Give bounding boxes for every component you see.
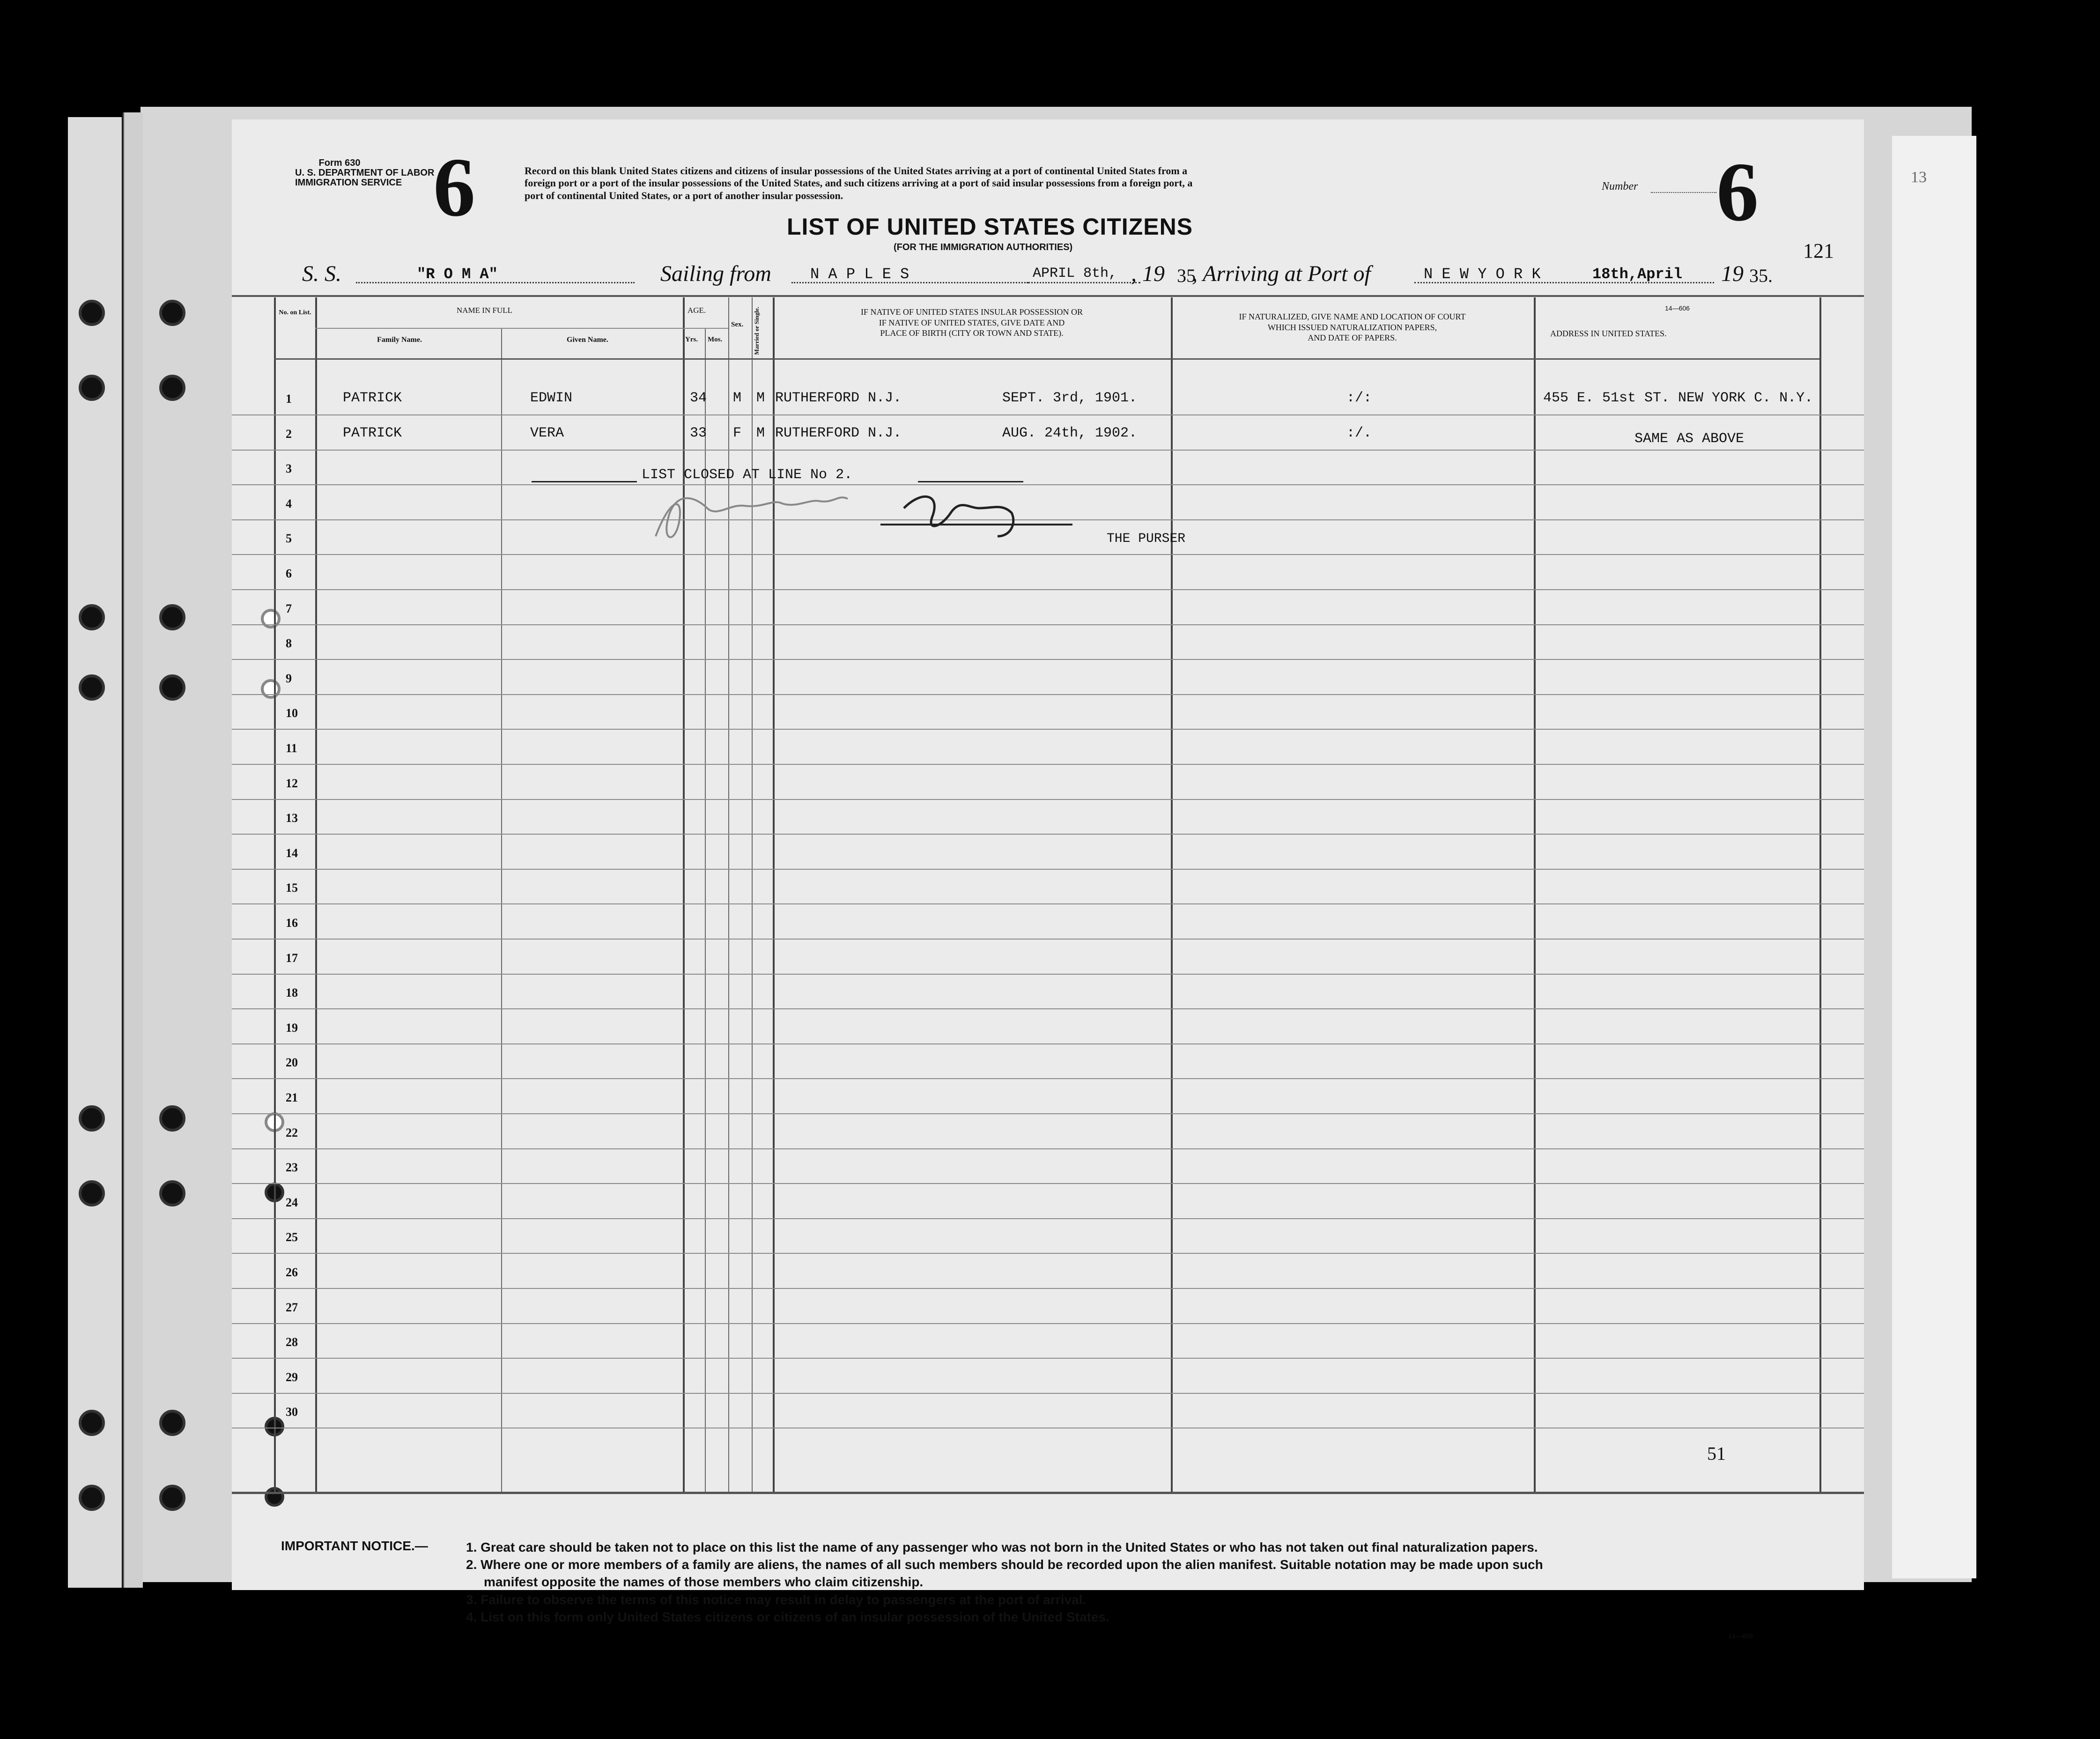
binder-hole bbox=[79, 375, 105, 401]
row-rule bbox=[232, 1393, 1864, 1394]
ship-name: "R O M A" bbox=[417, 266, 498, 283]
line-number: 7 bbox=[286, 602, 292, 615]
form-big-number-left: 6 bbox=[433, 141, 475, 234]
notice-heading: IMPORTANT NOTICE.— bbox=[281, 1539, 428, 1553]
header-nat-line: IF NATURALIZED, GIVE NAME AND LOCATION OF COURT bbox=[1239, 312, 1466, 321]
birth-place: RUTHERFORD N.J. bbox=[775, 390, 902, 406]
print-code-top: 14—606 bbox=[1665, 304, 1690, 312]
port-to: N E W Y O R K bbox=[1424, 266, 1541, 283]
line-number: 30 bbox=[286, 1405, 298, 1419]
age-years: 33 bbox=[690, 425, 707, 441]
row-rule bbox=[232, 450, 1864, 451]
header-birth-line: IF NATIVE OF UNITED STATES INSULAR POSSESSION OR bbox=[860, 307, 1083, 317]
print-code-bottom: 14—606 bbox=[1728, 1632, 1753, 1640]
purser-signature bbox=[642, 480, 1087, 550]
line-number: 9 bbox=[286, 672, 292, 685]
line-number: 18 bbox=[286, 986, 298, 999]
line-number: 20 bbox=[286, 1056, 298, 1069]
number-label: Number bbox=[1602, 180, 1638, 192]
list-closed: LIST CLOSED AT LINE No 2. bbox=[642, 467, 853, 483]
header-nat-line: WHICH ISSUED NATURALIZATION PAPERS, bbox=[1267, 322, 1437, 332]
row-rule bbox=[232, 624, 1864, 625]
line-number: 29 bbox=[286, 1370, 298, 1384]
header-name-in-full: NAME IN FULL bbox=[457, 306, 512, 315]
line-number: 2 bbox=[286, 427, 292, 441]
header-divider bbox=[683, 328, 728, 329]
row-rule bbox=[232, 589, 1864, 590]
row-rule bbox=[232, 1113, 1864, 1114]
notice-items bbox=[466, 1539, 1543, 1626]
line-number: 25 bbox=[286, 1230, 298, 1244]
line-number: 1 bbox=[286, 392, 292, 406]
line-number: 11 bbox=[286, 741, 297, 755]
table-bottom-border bbox=[232, 1492, 1864, 1494]
col-line bbox=[501, 328, 502, 1492]
birth-date: AUG. 24th, 1902. bbox=[1002, 425, 1138, 441]
header-divider bbox=[315, 328, 683, 329]
row-rule bbox=[232, 939, 1864, 940]
punch-hole bbox=[261, 609, 281, 629]
instruction-line: port of continental United States, or a port of another insular possession. bbox=[525, 189, 843, 201]
line-number: 27 bbox=[286, 1301, 298, 1314]
header-bottom-border bbox=[274, 358, 1819, 360]
department: U. S. DEPARTMENT OF LABOR bbox=[295, 168, 435, 178]
arrival-date: 18th,April bbox=[1592, 266, 1683, 283]
number-line bbox=[1651, 192, 1716, 194]
col-line bbox=[1534, 297, 1536, 1492]
sex: F bbox=[733, 425, 742, 441]
header-nat-line: AND DATE OF PAPERS. bbox=[1308, 333, 1397, 342]
birth-date: SEPT. 3rd, 1901. bbox=[1002, 390, 1138, 406]
row-rule bbox=[232, 729, 1864, 730]
table-top-border bbox=[232, 295, 1864, 297]
birth-place: RUTHERFORD N.J. bbox=[775, 425, 902, 441]
row-rule bbox=[232, 1253, 1864, 1254]
binder-hole bbox=[79, 1485, 105, 1511]
row-rule bbox=[232, 1008, 1864, 1009]
sail-year-prefix: , 19 bbox=[1131, 261, 1165, 286]
row-rule bbox=[232, 1043, 1864, 1044]
row-rule bbox=[232, 799, 1864, 800]
service: IMMIGRATION SERVICE bbox=[295, 178, 402, 188]
arrival-year: 35. bbox=[1749, 265, 1773, 286]
notice-item: 2. Where one or more members of a family are aliens, the names of all such members should be recorded upon the alien manifest. Suitable notation may be made upon such bbox=[466, 1557, 1543, 1572]
row-rule bbox=[232, 554, 1864, 555]
marital-status: M bbox=[756, 425, 765, 441]
header-naturalized bbox=[1176, 311, 1529, 343]
arriving-label: , Arriving at Port of bbox=[1192, 261, 1371, 286]
line-number: 24 bbox=[286, 1196, 298, 1209]
binder-hole bbox=[159, 1105, 185, 1132]
row-rule bbox=[232, 1148, 1864, 1149]
row-rule bbox=[232, 1323, 1864, 1324]
header-no-on-list: No. on List. bbox=[279, 309, 311, 316]
row-rule bbox=[232, 1288, 1864, 1289]
line-number: 3 bbox=[286, 462, 292, 475]
binder-hole bbox=[159, 604, 185, 630]
line-number: 8 bbox=[286, 636, 292, 650]
row-rule bbox=[232, 834, 1864, 835]
header-family-name: Family Name. bbox=[377, 336, 422, 344]
row-rule bbox=[232, 974, 1864, 975]
binder-hole bbox=[159, 674, 185, 701]
binder-hole bbox=[159, 1410, 185, 1436]
line-number: 14 bbox=[286, 846, 298, 860]
family-name: PATRICK bbox=[343, 390, 402, 406]
header-birth-line: IF NATIVE OF UNITED STATES, GIVE DATE AND bbox=[879, 318, 1065, 327]
row-rule bbox=[232, 1358, 1864, 1359]
signature-title: THE PURSER bbox=[1107, 532, 1186, 546]
instructions bbox=[525, 165, 1192, 202]
row-rule bbox=[232, 869, 1864, 870]
page-stamp: 121 bbox=[1803, 239, 1834, 262]
header-birth bbox=[780, 307, 1164, 339]
binder-hole bbox=[79, 1180, 105, 1206]
manifest-page bbox=[232, 119, 1864, 1640]
given-name: VERA bbox=[530, 425, 564, 441]
col-line bbox=[274, 297, 276, 1492]
notice-item: 4. List on this form only United States citizens or citizens of an insular possession of the United States. bbox=[466, 1609, 1109, 1624]
address: SAME AS ABOVE bbox=[1634, 431, 1745, 447]
header-age: AGE. bbox=[688, 306, 706, 315]
row-rule bbox=[232, 903, 1864, 904]
line-number: 23 bbox=[286, 1161, 298, 1174]
marital-status: M bbox=[756, 390, 765, 406]
binder-hole bbox=[159, 375, 185, 401]
header-given-name: Given Name. bbox=[567, 336, 608, 344]
row-rule bbox=[232, 414, 1864, 415]
line-number: 19 bbox=[286, 1021, 298, 1035]
binder-hole bbox=[79, 604, 105, 630]
binder-hole bbox=[159, 1485, 185, 1511]
binder-strip-edge bbox=[123, 112, 143, 1588]
line-number: 16 bbox=[286, 916, 298, 930]
form-big-number-right: 6 bbox=[1716, 145, 1759, 238]
line-number: 28 bbox=[286, 1335, 298, 1349]
binder-hole bbox=[79, 674, 105, 701]
punch-hole bbox=[261, 679, 281, 699]
notice-item: 1. Great care should be taken not to place on this list the name of any passenger who was not born in the United States or who has not taken out final naturalization papers. bbox=[466, 1540, 1538, 1554]
col-line bbox=[1171, 297, 1173, 1492]
header-married-single: Married or Single. bbox=[753, 307, 760, 355]
bottom-number: 51 bbox=[1707, 1443, 1726, 1464]
arrival-year-prefix: 19 bbox=[1721, 261, 1744, 286]
sailing-label: Sailing from bbox=[660, 261, 771, 286]
address: 455 E. 51st ST. NEW YORK C. N.Y. bbox=[1543, 390, 1813, 406]
instruction-line: Record on this blank United States citizens and citizens of insular possessions of the United States arriving at a port of continental United States from a bbox=[525, 165, 1188, 177]
header-sex: Sex. bbox=[731, 321, 744, 328]
row-rule bbox=[232, 1218, 1864, 1219]
line-number: 15 bbox=[286, 881, 298, 895]
header-mos: Mos. bbox=[708, 336, 723, 343]
binder-hole bbox=[79, 1105, 105, 1132]
page-title: LIST OF UNITED STATES CITIZENS bbox=[787, 214, 1193, 240]
ss-label: S. S. bbox=[302, 261, 341, 286]
given-name: EDWIN bbox=[530, 390, 573, 406]
line-number: 13 bbox=[286, 811, 298, 825]
row-rule bbox=[232, 659, 1864, 660]
line-number: 12 bbox=[286, 777, 298, 790]
sex: M bbox=[733, 390, 742, 406]
line-number: 10 bbox=[286, 706, 298, 720]
binder-hole bbox=[79, 1410, 105, 1436]
age-years: 34 bbox=[690, 390, 707, 406]
col-line bbox=[1819, 297, 1821, 1492]
line-number: 17 bbox=[286, 951, 298, 965]
naturalization: :/. bbox=[1346, 425, 1372, 441]
form-ident bbox=[295, 158, 435, 188]
form-number: Form 630 bbox=[318, 158, 361, 168]
line-number: 6 bbox=[286, 567, 292, 580]
sail-date: APRIL 8th, bbox=[1033, 266, 1117, 281]
closing-rule-left bbox=[532, 481, 637, 482]
port-from: N A P L E S bbox=[810, 266, 910, 283]
line-number: 4 bbox=[286, 497, 292, 511]
page-subtitle: (FOR THE IMMIGRATION AUTHORITIES) bbox=[894, 242, 1073, 252]
row-rule bbox=[232, 764, 1864, 765]
line-number: 5 bbox=[286, 532, 292, 545]
notice-item: 3. Failure to observe the terms of this notice may result in delay to passengers at the port of arrival. bbox=[466, 1592, 1087, 1607]
family-name: PATRICK bbox=[343, 425, 402, 441]
row-rule bbox=[232, 1183, 1864, 1184]
sail-year: 35 bbox=[1177, 265, 1196, 286]
line-number: 22 bbox=[286, 1126, 298, 1140]
header-birth-line: PLACE OF BIRTH (CITY OR TOWN AND STATE). bbox=[880, 328, 1064, 338]
naturalization: :/: bbox=[1346, 390, 1372, 406]
binder-strip bbox=[68, 117, 122, 1588]
binder-hole bbox=[159, 300, 185, 326]
instruction-line: foreign port or a port of the insular possessions of the United States, and such citizens arriving at a port of said insular possessions from a foreign port, a bbox=[525, 177, 1193, 189]
row-rule bbox=[232, 1078, 1864, 1079]
binder-hole bbox=[79, 300, 105, 326]
binder-hole bbox=[159, 1180, 185, 1206]
header-address: ADDRESS IN UNITED STATES. bbox=[1550, 329, 1667, 338]
row-rule bbox=[232, 694, 1864, 695]
col-line bbox=[315, 297, 317, 1492]
header-yrs: Yrs. bbox=[685, 336, 698, 343]
line-number: 26 bbox=[286, 1265, 298, 1279]
notice-item-cont: manifest opposite the names of those members who claim citizenship. bbox=[484, 1575, 924, 1590]
line-number: 21 bbox=[286, 1091, 298, 1104]
sail-date-line bbox=[1028, 282, 1140, 284]
right-page-edge bbox=[1892, 136, 1976, 1578]
margin-mark: 13 bbox=[1911, 169, 1927, 186]
